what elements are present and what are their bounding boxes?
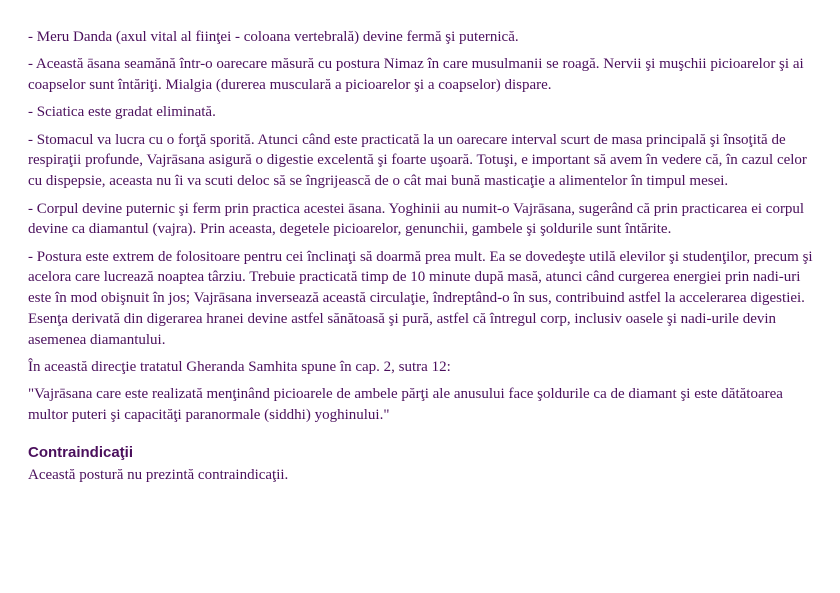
article-body (28, 27, 814, 492)
contraindications-text: Această postură nu prezintă contraindicaţii. (28, 467, 289, 484)
benefit-paragraph-nimaz: - Această āsana seamănă într-o oarecare măsură cu postura Nimaz în care musulmanii se roagă. Nervii şi muşchii picioarelor şi ai coapselor sunt întăriţi. Mialgia (durerea musculară a picioarelor şi a coapselor) dispare. (28, 56, 804, 94)
benefit-paragraph-sciatica: - Sciatica este gradat eliminată. (28, 104, 216, 121)
benefit-paragraph-strength: - Corpul devine puternic şi ferm prin practica acestei āsana. Yoghinii au numit-o Vajrāsana, sugerând că prin practicarea ei corpul devine ca diamantul (vajra). Prin aceasta, degetele picioarelor, genunchii, gambele şi şoldurile sunt întărite. (28, 200, 805, 238)
gheranda-samhita-intro: În această direcţie tratatul Gheranda Samhita spune în cap. 2, sutra 12: (28, 359, 451, 376)
benefit-paragraph-digestion: - Stomacul va lucra cu o forţă sporită. Atunci când este practicată la un oarecare interval scurt de masa principală şi însoţită de respiraţii profunde, Vajrāsana asigură o digestie excelentă şi foarte uşoară. Totuşi, e important să avem în vedere că, în cazul celor cu dispepsie, aceasta nu îi va scuti deloc să se îngrijească de o cât mai bună masticaţie a alimentelor în timpul mesei. (28, 131, 807, 190)
benefit-paragraph-meru-danda: - Meru Danda (axul vital al fiinţei - coloana vertebrală) devine fermă şi puternică. (28, 29, 519, 45)
contraindications-heading: Contraindicaţii (28, 444, 134, 462)
benefit-paragraph-sleep: - Postura este extrem de folositoare pentru cei înclinaţi să doarmă prea mult. Ea se dovedeşte utilă elevilor şi studenţilor, precum şi acelora care lucrează noaptea târziu. Trebuie practicată timp de 10 minute după masă, atunci când curgerea energiei prin nadi-uri este în mod obişnuit în jos; Vajrāsana inversează această circulaţie, îndreptând-o în sus, contribuind astfel la accelerarea digestiei. Esenţa derivată din digerarea hranei devine astfel sănătoasă şi pură, astfel că întregul corp, inclusiv oasele şi nadi-urile devin asemenea diamantului. (28, 248, 813, 348)
gheranda-samhita-quote: "Vajrāsana care este realizată menţinând picioarele de ambele părţi ale anusului face şoldurile ca de diamant şi este dătătoarea multor puteri şi capacităţi paranormale (siddhi) yoghinului." (28, 386, 783, 424)
